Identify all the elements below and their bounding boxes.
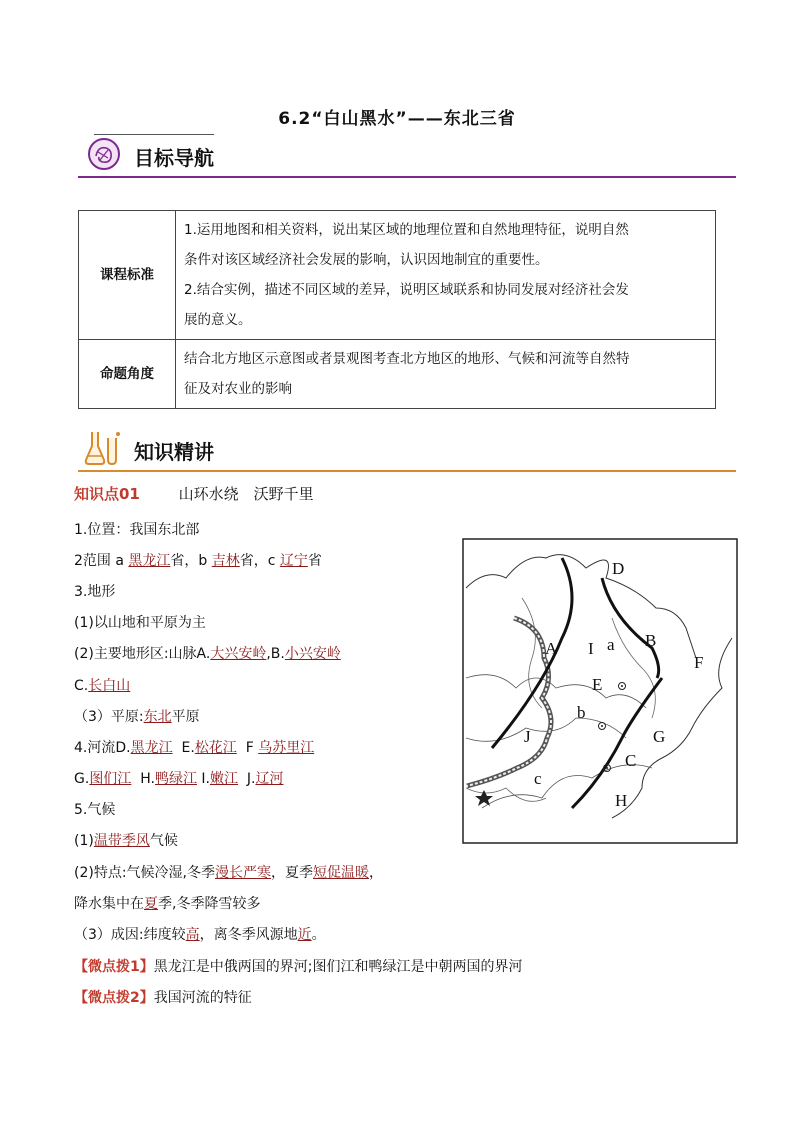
map-label: A: [545, 639, 558, 658]
text-line: （3）成因:纬度较高，离冬季风源地近。: [74, 927, 326, 943]
section-title: 知识精讲: [134, 440, 214, 464]
curriculum-table: [78, 210, 716, 409]
text-line: (2)特点:气候冷湿,冬季漫长严寒，夏季短促温暖，: [74, 865, 383, 881]
map-label: b: [577, 703, 586, 722]
text-line: 征及对农业的影响: [184, 381, 292, 397]
row-content: [176, 340, 716, 409]
map-label: B: [645, 631, 657, 650]
page-title: 6.2“白山黑水”——东北三省: [278, 109, 516, 129]
row-content: [176, 211, 716, 340]
map-label: F: [694, 653, 704, 672]
map-label: G: [653, 727, 666, 746]
knowledge-point-heading: [74, 484, 314, 504]
text-line: (1)以山地和平原为主: [74, 615, 206, 631]
text-line: 1.运用地图和相关资料，说出某区域的地理位置和自然地理特征，说明自然: [184, 222, 629, 238]
text-line: 2范围 a 黑龙江省，b 吉林省，c 辽宁省: [74, 553, 322, 569]
kp-number: 知识点01: [74, 485, 140, 503]
text-line: (1)温带季风气候: [74, 833, 178, 849]
table-row: [79, 340, 716, 409]
tip-line: 【微点拨2】我国河流的特征: [74, 990, 252, 1006]
northeast-map: [462, 538, 738, 844]
map-label: E: [592, 675, 603, 694]
map-label: c: [534, 769, 542, 788]
text-line: 5.气候: [74, 802, 116, 818]
section-title: 目标导航: [134, 146, 214, 170]
text-line: （3）平原:东北平原: [74, 709, 200, 725]
section-header-knowledge: [78, 428, 736, 472]
map-label: I: [588, 639, 594, 658]
text-line: 2.结合实例，描述不同区域的差异，说明区域联系和协同发展对经济社会发: [184, 282, 629, 298]
brain-icon: [84, 134, 124, 174]
map-label: H: [615, 791, 628, 810]
section-underline: [78, 470, 736, 472]
map-label: C: [625, 751, 637, 770]
map-label: D: [612, 559, 625, 578]
row-header: 课程标准: [79, 211, 176, 340]
row-header: 命题角度: [79, 340, 176, 409]
text-line: 结合北方地区示意图或者景观图考查北方地区的地形、气候和河流等自然特: [184, 351, 630, 367]
text-line: G.图们江 H.鸭绿江 I.嫩江 J.辽河: [74, 771, 284, 787]
map-label: J: [524, 727, 531, 746]
text-line: 条件对该区域经济社会发展的影响，认识因地制宜的重要性。: [184, 252, 549, 268]
tip-line: 【微点拨1】黑龙江是中俄两国的界河;图们江和鸭绿江是中朝两国的界河: [74, 959, 523, 975]
text-line: 4.河流D.黑龙江 E.松花江 F 乌苏里江: [74, 740, 315, 756]
flask-icon: [84, 428, 124, 468]
table-row: [79, 211, 716, 340]
text-line: C.长白山: [74, 678, 131, 694]
text-line: 1.位置：我国东北部: [74, 522, 200, 538]
text-line: 展的意义。: [184, 312, 252, 328]
section-header-goals: [78, 134, 736, 178]
section-underline: [78, 176, 736, 178]
kp-title: 山环水绕 沃野千里: [178, 485, 314, 503]
text-line: 3.地形: [74, 584, 116, 600]
map-label: a: [607, 635, 615, 654]
text-line: 降水集中在夏季,冬季降雪较多: [74, 896, 261, 912]
text-line: (2)主要地形区:山脉A.大兴安岭,B.小兴安岭: [74, 646, 341, 662]
